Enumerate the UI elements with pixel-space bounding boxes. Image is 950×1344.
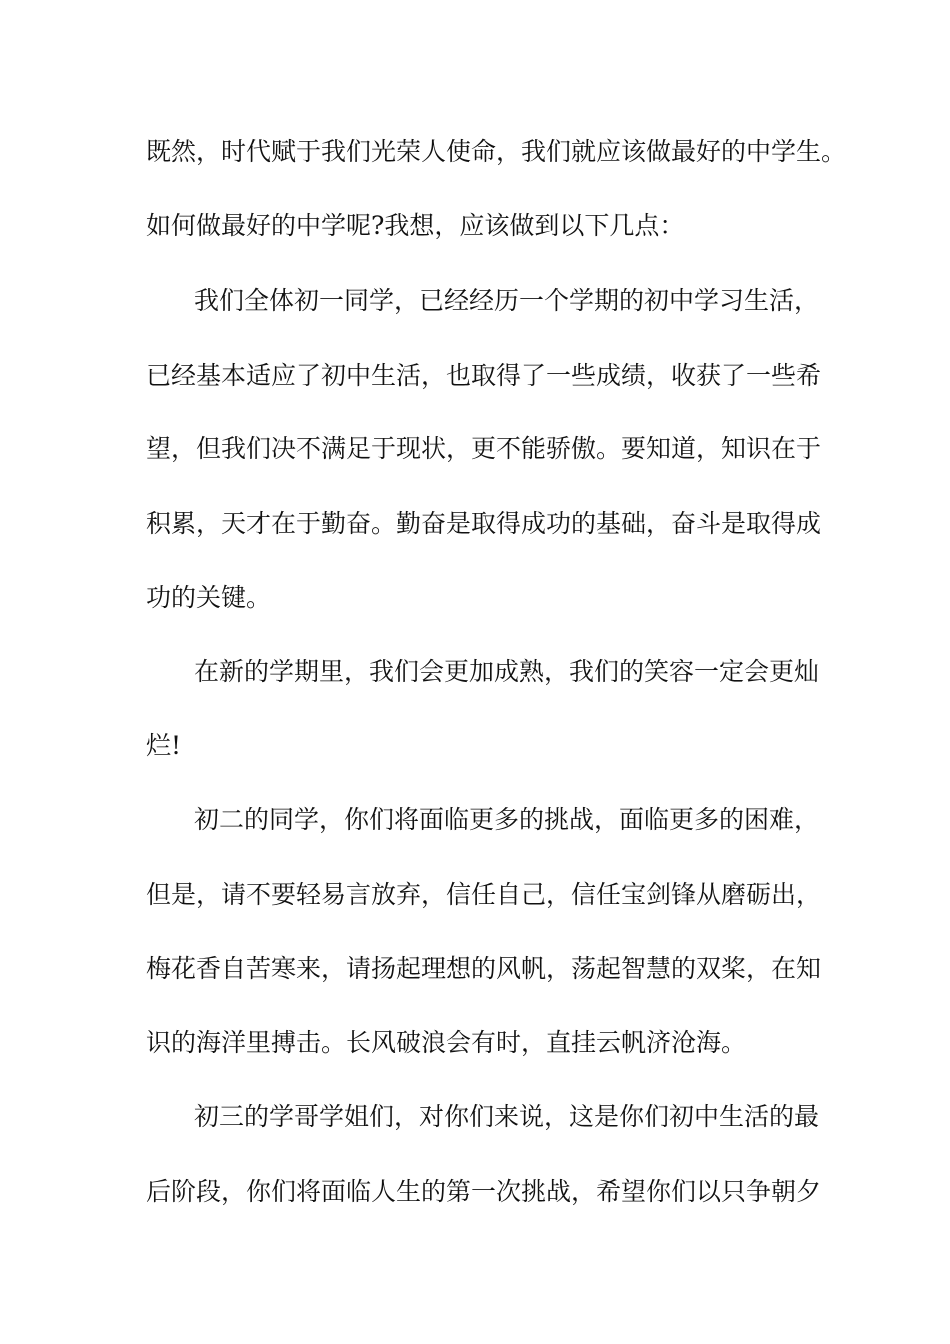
text-line: 既然，时代赋于我们光荣人使命，我们就应该做最好的中学生。 (146, 137, 847, 166)
text-line: 已经基本适应了初中生活，也取得了一些成绩，收获了一些希 (146, 361, 822, 390)
text-line: 积累，天才在于勤奋。勤奋是取得成功的基础，奋斗是取得成 (146, 509, 822, 538)
text-line: 功的关键。 (146, 583, 272, 612)
text-line: 如何做最好的中学呢?我想，应该做到以下几点： (146, 211, 685, 240)
text-line: 识的海洋里搏击。长风破浪会有时，直挂云帆济沧海。 (146, 1028, 747, 1057)
paragraph-start-line: 初二的同学，你们将面临更多的挑战，面临更多的困难， (194, 805, 820, 834)
paragraph-start-line: 我们全体初一同学，已经经历一个学期的初中学习生活， (194, 286, 820, 315)
paragraph-start-line: 在新的学期里，我们会更加成熟，我们的笑容一定会更灿 (194, 657, 820, 686)
text-line: 后阶段，你们将面临人生的第一次挑战，希望你们以只争朝夕 (146, 1177, 822, 1206)
text-line: 烂! (146, 731, 182, 760)
paragraph-start-line: 初三的学哥学姐们，对你们来说，这是你们初中生活的最 (194, 1102, 820, 1131)
text-line: 梅花香自苦寒来，请扬起理想的风帆，荡起智慧的双桨，在知 (146, 954, 822, 983)
text-line: 望，但我们决不满足于现状，更不能骄傲。要知道，知识在于 (146, 434, 822, 463)
text-line: 但是，请不要轻易言放弃，信任自己，信任宝剑锋从磨砺出， (146, 880, 822, 909)
